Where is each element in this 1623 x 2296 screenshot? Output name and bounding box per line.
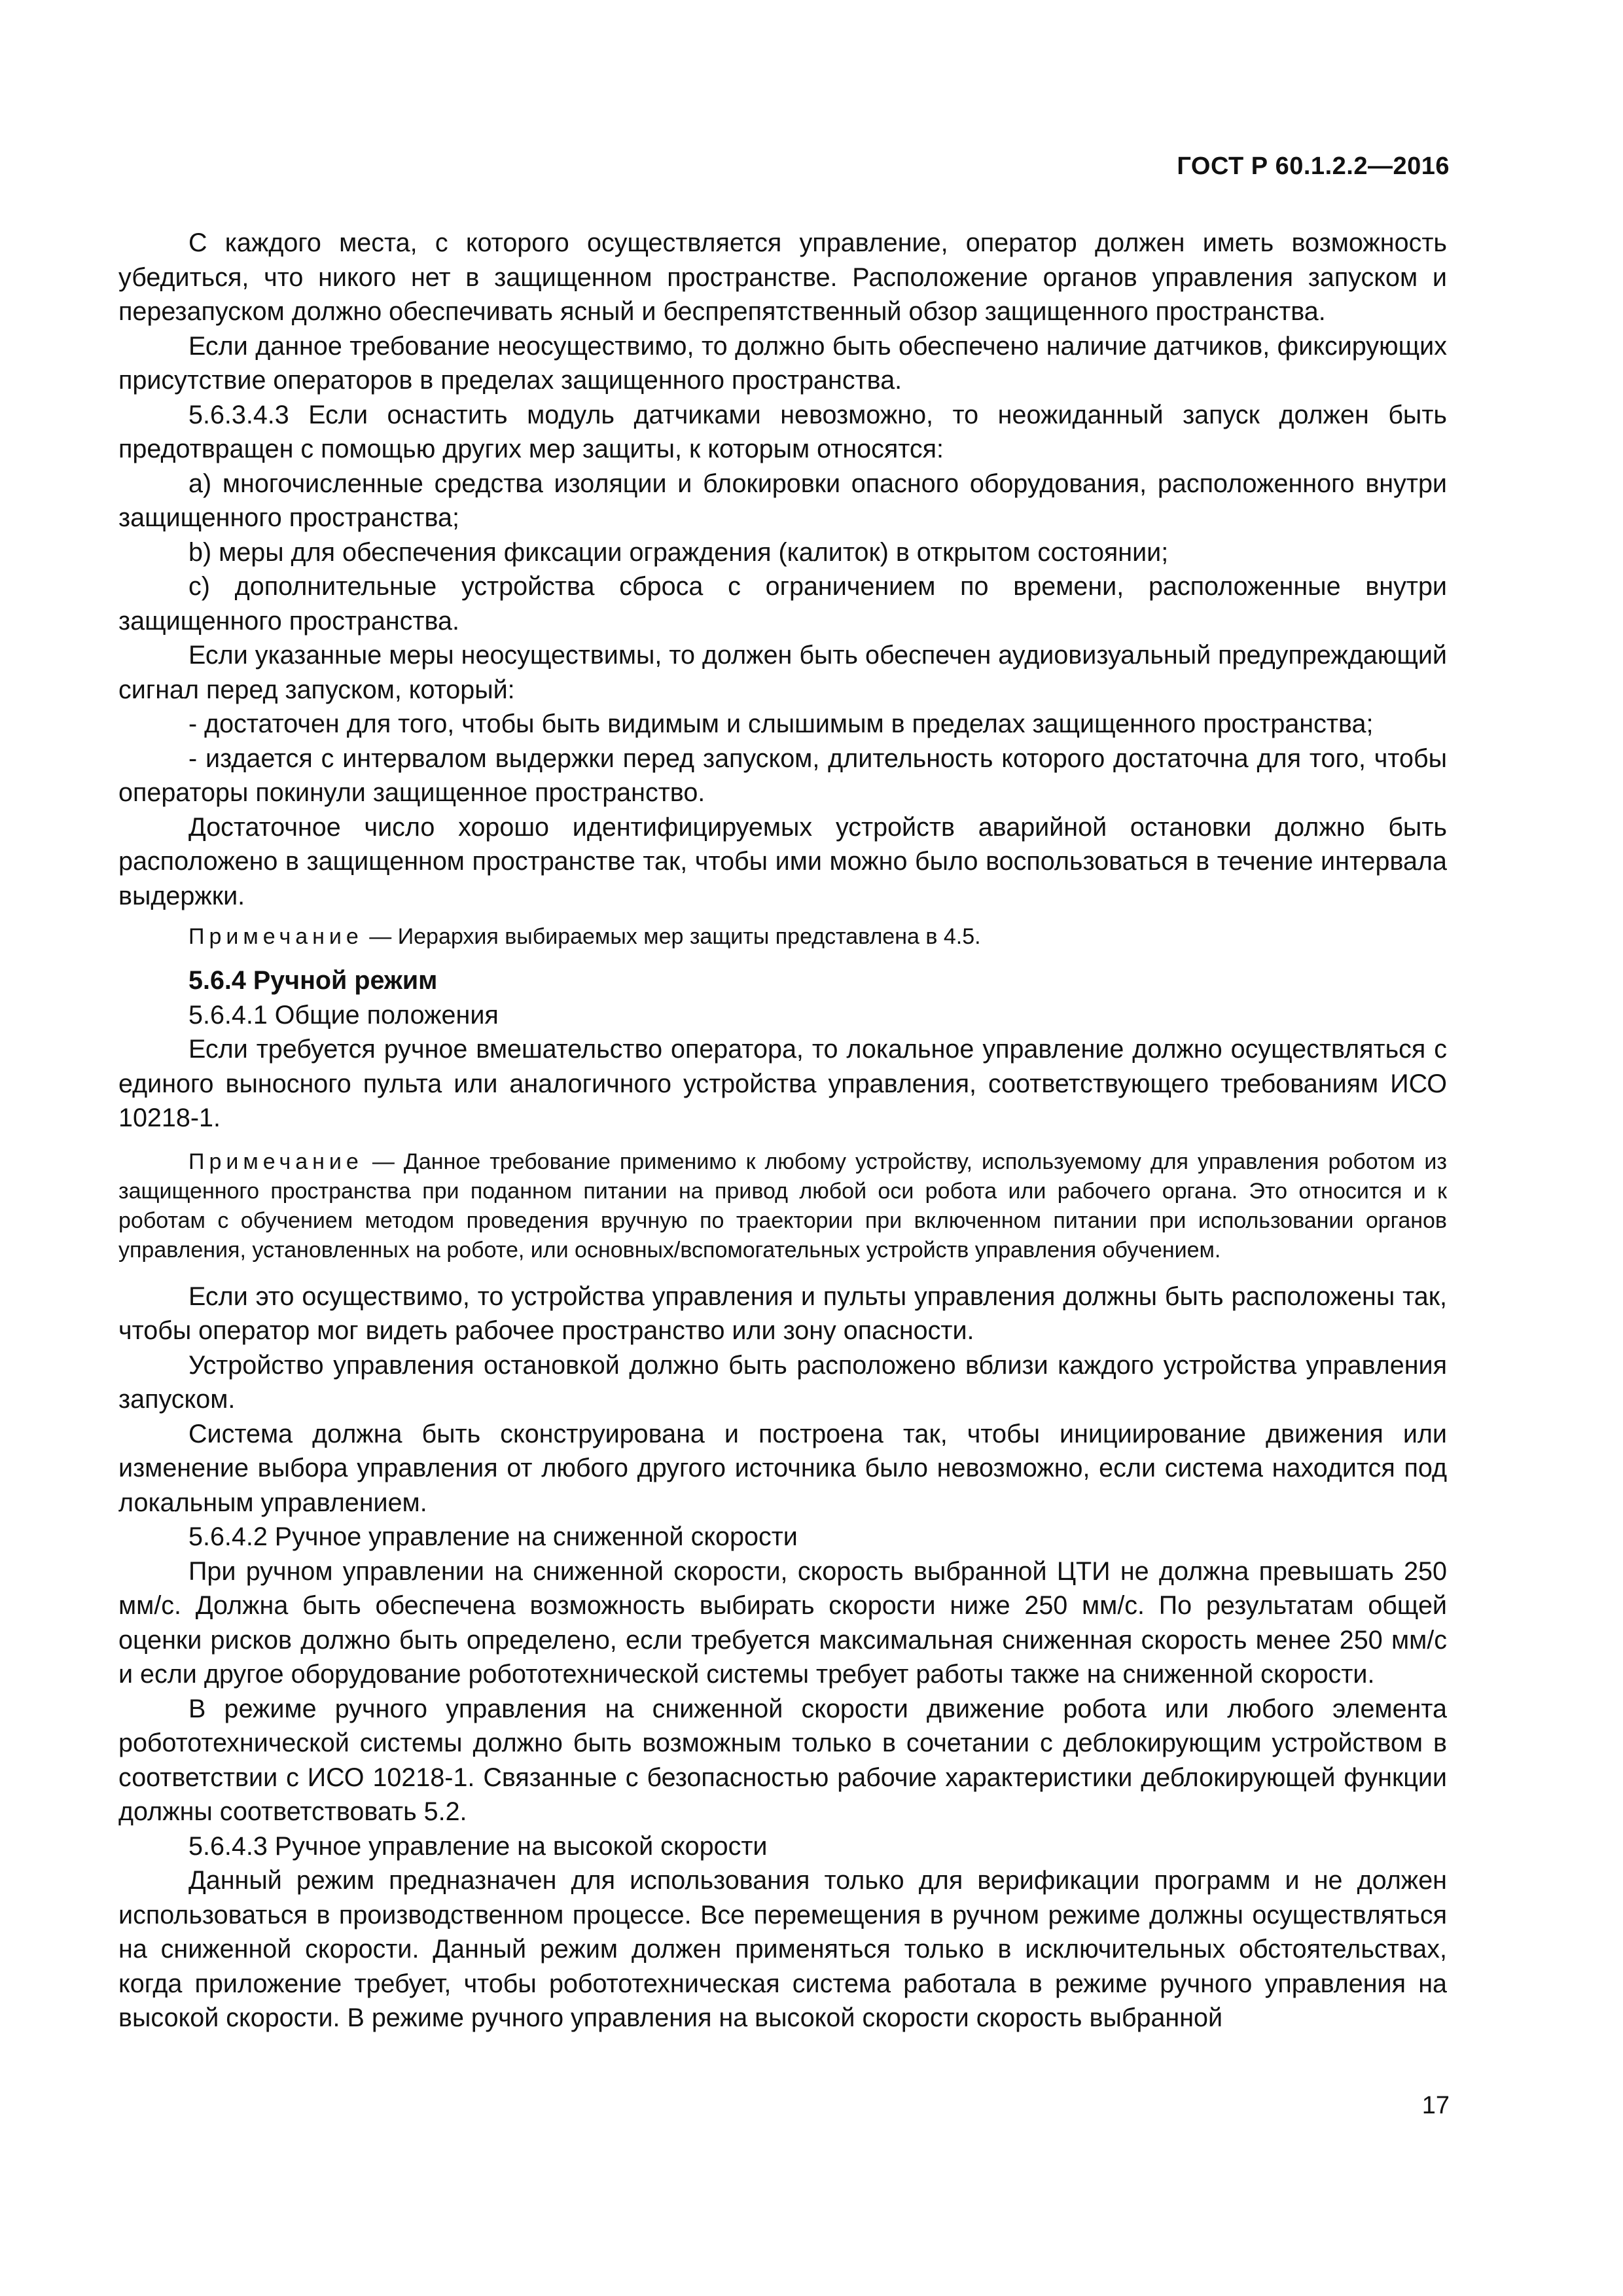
page-number: 17 xyxy=(1421,2092,1450,2119)
subsection-title-5-6-4-3: 5.6.4.3 Ручное управление на высокой скорости xyxy=(188,1831,768,1861)
paragraph: Если указанные меры неосуществимы, то должен быть обеспечен аудиовизуальный предупреждающий сигнал перед запуском, который: xyxy=(118,641,1447,704)
clause-5-6-3-4-3: 5.6.3.4.3 Если оснастить модуль датчиками невозможно, то неожиданный запуск должен быть предотвращен с помощью других мер защиты, к которым относятся: xyxy=(118,400,1447,463)
note-1 xyxy=(118,922,1447,952)
list-item-c: c) дополнительные устройства сброса с ограничением по времени, расположенные внутри защищенного пространства. xyxy=(118,572,1447,636)
paragraph: Достаточное число хорошо идентифицируемых устройств аварийной остановки должно быть расположено в защищенном пространстве так, чтобы ими можно было воспользоваться в течение интервала выдержки. xyxy=(118,812,1447,910)
subsection-title-5-6-4-2: 5.6.4.2 Ручное управление на сниженной скорости xyxy=(188,1522,798,1551)
paragraph: Если данное требование неосуществимо, то должно быть обеспечено наличие датчиков, фиксирующих присутствие операторов в пределах защищенного пространства. xyxy=(118,331,1447,395)
note-text: Иерархия выбираемых мер защиты представлена в 4.5. xyxy=(397,924,981,949)
paragraph: Если требуется ручное вмешательство оператора, то локальное управление должно осуществляться с единого выносного пульта или аналогичного устройства управления, соответствующего требованиям ИСО 10218-1. xyxy=(118,1035,1447,1132)
standard-header: ГОСТ Р 60.1.2.2—2016 xyxy=(1177,152,1450,180)
note-dash: — xyxy=(363,924,398,949)
list-item-dash: - издается с интервалом выдержки перед запуском, длительность которого достаточна для того, чтобы операторы покинули защищенное пространство. xyxy=(118,744,1447,807)
paragraph: Устройство управления остановкой должно быть расположено вблизи каждого устройства управления запуском. xyxy=(118,1350,1447,1414)
note-text: Данное требование применимо к любому устройству, используемому для управления роботом из защищенного пространства при поданном питании на привод любой оси робота или рабочего органа. Это относится и к роботам с обучением методом проведения вручную по траектории при включенном питании при использовании органов управления, установленных на роботе, или основных/вспомогательных устройств управления обучением. xyxy=(118,1149,1447,1263)
list-item-a: a) многочисленные средства изоляции и блокировки опасного оборудования, расположенного внутри защищенного пространства; xyxy=(118,469,1447,532)
paragraph: При ручном управлении на сниженной скорости, скорость выбранной ЦТИ не должна превышать 250 мм/с. Должна быть обеспечена возможность выбирать скорости ниже 250 мм/с. По результатам общей оценки рисков должно быть определено, если требуется максимальная сниженная скорость менее 250 мм/с и если другое оборудование робототехнической системы требует работы также на сниженной скорости. xyxy=(118,1556,1447,1689)
paragraph: В режиме ручного управления на сниженной скорости движение робота или любого элемента робототехнической системы должно быть возможным только в сочетании с деблокирующим устройством в соответствии с ИСО 10218-1. Связанные с безопасностью рабочие характеристики деблокирующей функции должны соответствовать 5.2. xyxy=(118,1694,1447,1826)
note-label: Примечание xyxy=(188,924,363,949)
subsection-title-5-6-4-1: 5.6.4.1 Общие положения xyxy=(188,1000,499,1030)
note-2 xyxy=(118,1147,1447,1265)
page-body xyxy=(118,226,1447,2036)
section-title-5-6-4: 5.6.4 Ручной режим xyxy=(188,966,438,995)
list-item-b: b) меры для обеспечения фиксации ограждения (калиток) в открытом состоянии; xyxy=(188,537,1169,567)
paragraph: С каждого места, с которого осуществляется управление, оператор должен иметь возможность убедиться, что никого нет в защищенном пространстве. Расположение органов управления запуском и перезапуском должно обеспечивать ясный и беспрепятственный обзор защищенного пространства. xyxy=(118,228,1447,326)
note-label: Примечание xyxy=(188,1149,363,1174)
paragraph: Данный режим предназначен для использования только для верификации программ и не должен использоваться в производственном процессе. Все перемещения в ручном режиме должны осуществляться на сниженной скорости. Данный режим должен применяться только в исключительных обстоятельствах, когда приложение требует, чтобы робототехническая система работала в режиме ручного управления на высокой скорости. В режиме ручного управления на высокой скорости скорость выбранной xyxy=(118,1866,1447,2032)
note-dash: — xyxy=(363,1149,404,1174)
paragraph: Система должна быть сконструирована и построена так, чтобы инициирование движения или изменение выбора управления от любого другого источника было невозможно, если система находится под локальным управлением. xyxy=(118,1419,1447,1517)
list-item-dash: - достаточен для того, чтобы быть видимым и слышимым в пределах защищенного пространства; xyxy=(188,709,1374,738)
paragraph: Если это осуществимо, то устройства управления и пульты управления должны быть расположены так, чтобы оператор мог видеть рабочее пространство или зону опасности. xyxy=(118,1282,1447,1345)
